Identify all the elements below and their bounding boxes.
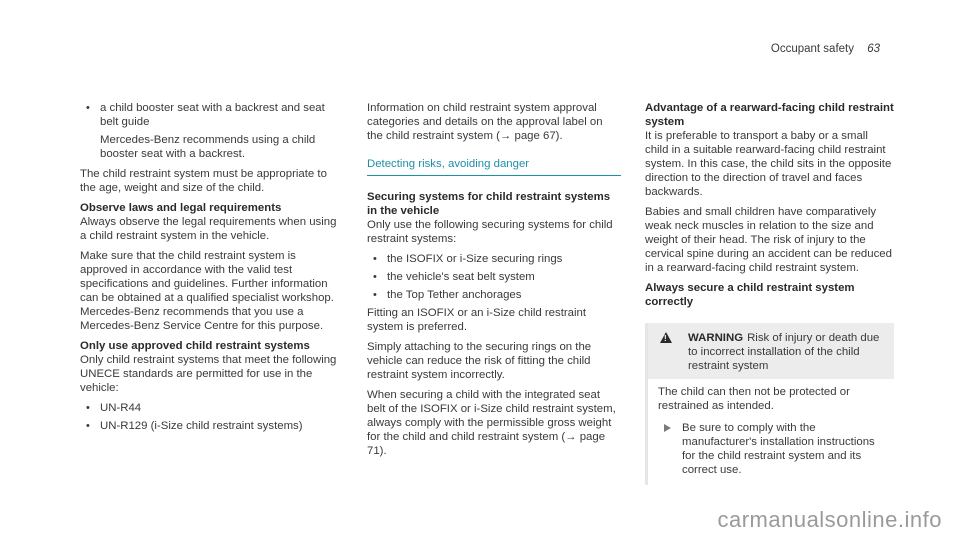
paragraph: Make sure that the child restraint system is approved in accordance with the valid test specifications and guidelines. Further information can be obtained at a qualified specialist workshop. Mercedes-Benz recommends that you use a Mercedes-Benz Service Centre for this purpose. bbox=[80, 250, 334, 332]
warning-header bbox=[648, 323, 894, 379]
paragraph: Simply attaching to the securing rings on the vehicle can reduce the risk of fitting the child restraint system incorrectly. bbox=[367, 341, 592, 381]
subheading-approved-systems: Only use approved child restraint systems bbox=[80, 340, 310, 352]
warning-step: Be sure to comply with the manufacturer's installation instructions for the child restraint system and its correct use. bbox=[658, 421, 884, 477]
paragraph: Information on child restraint system approval categories and details on the approval label on the child restraint system (→ page 67). bbox=[367, 102, 603, 142]
list-item: • the Top Tether anchorages bbox=[367, 288, 621, 302]
warning-consequence: The child can then not be protected or restrained as intended. bbox=[658, 386, 850, 412]
warning-body bbox=[648, 379, 894, 485]
paragraph: Fitting an ISOFIX or an i-Size child restraint system is preferred. bbox=[367, 307, 587, 333]
subheading-rearward-facing: Advantage of a rearward-facing child restraint system bbox=[645, 102, 894, 128]
list-item: • UN-R44 bbox=[80, 401, 345, 415]
section-heading-detecting-risks: Detecting risks, avoiding danger bbox=[367, 157, 621, 176]
warning-triangle-icon bbox=[660, 332, 672, 343]
subheading-legal-requirements: Observe laws and legal requirements bbox=[80, 202, 282, 214]
list-item: • the vehicle's seat belt system bbox=[367, 270, 621, 284]
warning-text: Risk of injury or death due to incorrect installation of the child restraint system bbox=[688, 332, 880, 372]
paragraph: It is preferable to transport a baby or a small child in a suitable rearward-facing child restraint system. In this case, the child sits in the opposite direction to the direction of travel and faces backwards. bbox=[645, 130, 892, 198]
warning-box bbox=[645, 323, 894, 485]
list-item: • a child booster seat with a backrest and seat belt guide bbox=[80, 101, 345, 129]
subheading-securing-systems: Securing systems for child restraint systems in the vehicle bbox=[367, 191, 611, 217]
list-item: • UN-R129 (i-Size child restraint systems) bbox=[80, 419, 345, 433]
page-number: 63 bbox=[867, 43, 880, 55]
paragraph: Only child restraint systems that meet the following UNECE standards are permitted for use in the vehicle: bbox=[80, 354, 337, 394]
subheading-secure-correctly: Always secure a child restraint system correctly bbox=[645, 282, 855, 308]
list-item-note: Mercedes-Benz recommends using a child booster seat with a backrest. bbox=[100, 134, 316, 160]
list-item: • the ISOFIX or i-Size securing rings bbox=[367, 252, 621, 266]
column-1 bbox=[80, 101, 345, 437]
watermark: carmanualsonline.info bbox=[717, 507, 942, 532]
paragraph: Only use the following securing systems for child restraint systems: bbox=[367, 219, 613, 245]
warning-label: WARNING bbox=[688, 332, 744, 344]
paragraph: Babies and small children have comparatively weak neck muscles in relation to the size and weight of their head. The risk of injury to the cervical spine during an accident can be reduced in a rearward-facing child restraint system. bbox=[645, 206, 892, 274]
paragraph: Always observe the legal requirements when using a child restraint system in the vehicle. bbox=[80, 216, 337, 242]
paragraph: The child restraint system must be appropriate to the age, weight and size of the child. bbox=[80, 168, 327, 194]
paragraph: When securing a child with the integrated seat belt of the ISOFIX or i-Size child restraint system, always comply with the permissible gross weight for the child and child restraint system (→ page 71). bbox=[367, 389, 616, 457]
section-title: Occupant safety bbox=[770, 43, 854, 55]
column-2 bbox=[367, 101, 621, 464]
page-header bbox=[771, 42, 880, 56]
column-3 bbox=[645, 101, 894, 485]
warning-title bbox=[658, 331, 884, 373]
